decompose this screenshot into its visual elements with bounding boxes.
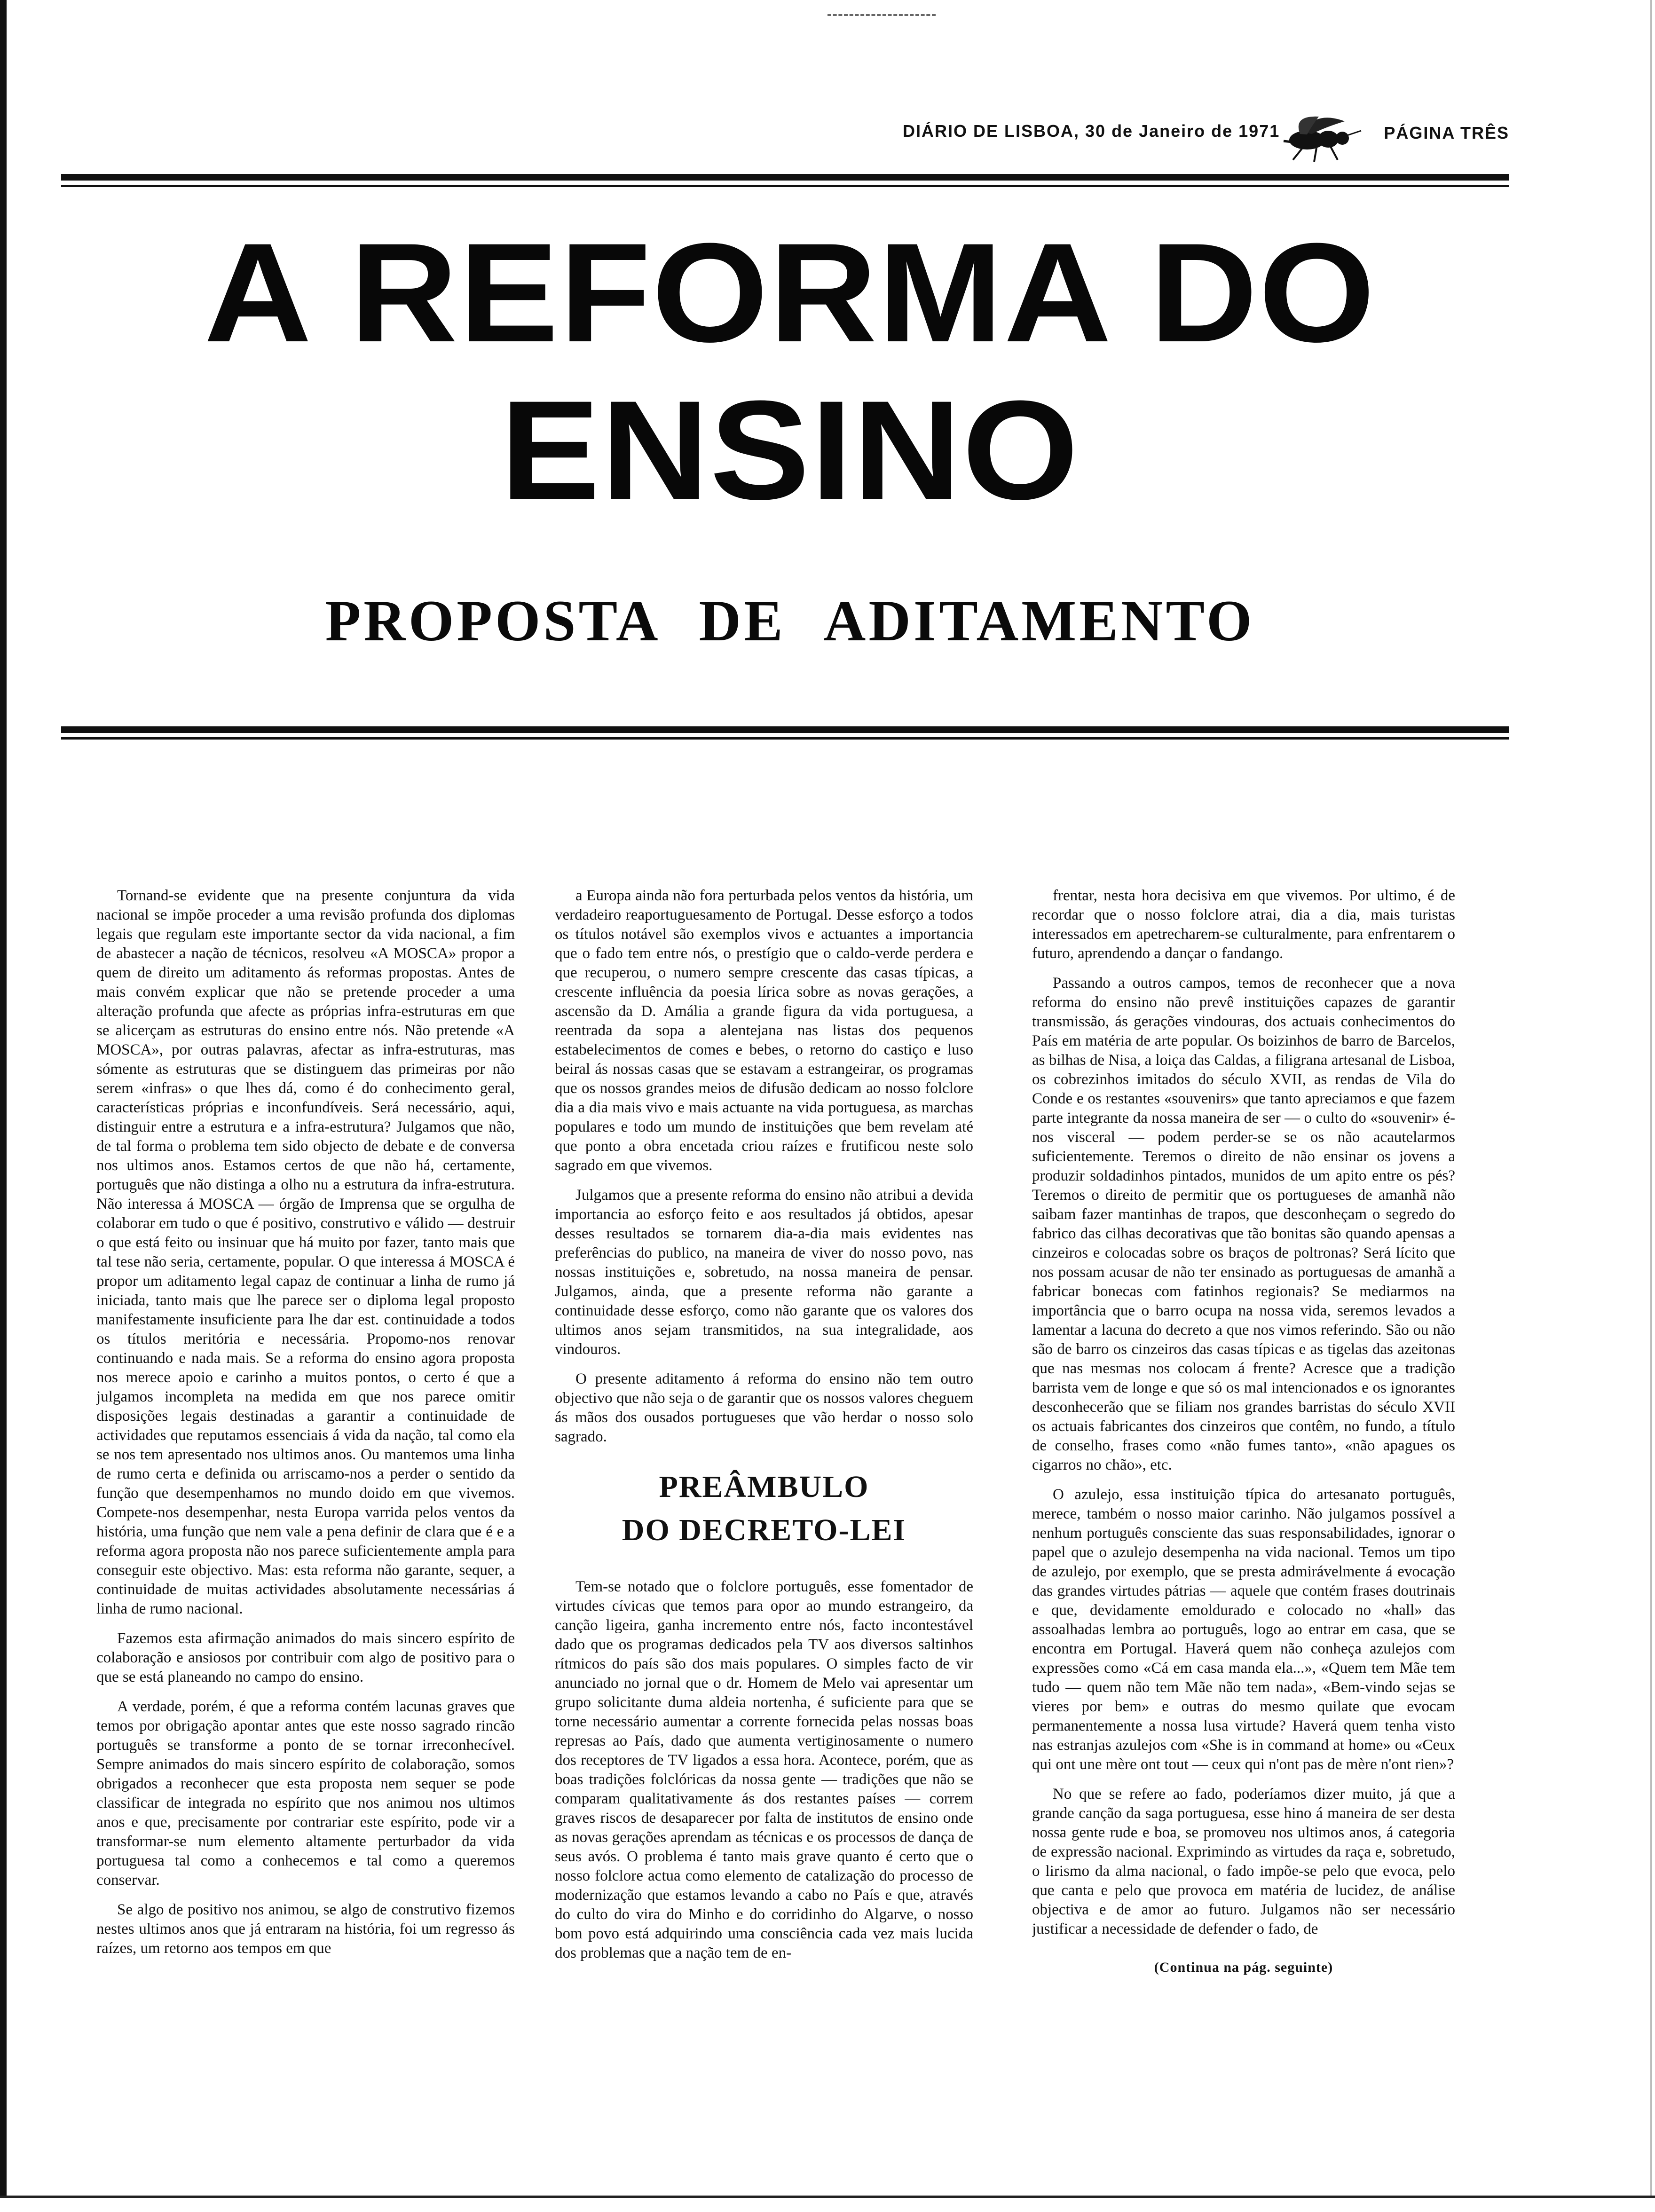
headline-line-2: ENSINO bbox=[500, 371, 1080, 529]
mid-double-rule bbox=[61, 726, 1509, 740]
paragraph: Julgamos que a presente reforma do ensino não atribui a devida importancia ao esforço feito e aos resultados já obtidos, apesar desses resultados se tornarem dia-a-dia mais evidentes nas preferências do publico, na maneira de viver do nosso povo, nas nossas instituições e, sobretudo, na nossa maneira de pensar. Julgamos, ainda, que a presente reforma não garante a continuidade desse esforço, como não garante que os valores dos ultimos anos sejam transmitidos, na sua integralidade, aos vindouros. bbox=[555, 1187, 973, 1358]
subheadline bbox=[71, 588, 1509, 654]
section-heading-line-1: PREÂMBULO bbox=[659, 1470, 869, 1504]
section-heading-line-2: DO DECRETO-LEI bbox=[622, 1513, 906, 1547]
paragraph: O azulejo, essa instituição típica do artesanato português, merece, também o nosso maior carinho. Não julgamos possível a nenhum português consciente das suas responsabilidades, ignorar o papel que o azulejo desempenha na vida nacional. Temos um tipo de azulejo, por exemplo, que se presta admirávelmente á evocação das grandes virtudes pátrias — aquele que contém frases doutrinais e que, devidamente emoldurado e colocado no «hall» das assoalhadas lembra ao português, logo ao entrar em casa, que se encontra em Portugal. Haverá quem não conheça azulejos com expressões como «Cá em casa manda ela...», «Quem tem Mãe tem tudo — quem não tem Mãe não tem nada», «Bem-vindo sejas se vieres por bem» e outras do mesmo quilate que evocam permanentemente a nossa lusa virtude? Haverá quem tenha visto nas estranjas azulejos com «She is in command at home» ou «Ceux qui ont une mère ont tout — ceux qui n'ont pas de mère n'ont rien»? bbox=[1032, 1486, 1455, 1773]
main-headline bbox=[27, 214, 1553, 529]
page-header bbox=[884, 113, 1514, 155]
section-heading bbox=[555, 1465, 973, 1552]
subhead-word-2: DE bbox=[699, 589, 786, 653]
page-edge-left bbox=[0, 0, 7, 2210]
article-column-1 bbox=[96, 886, 515, 2160]
top-double-rule bbox=[61, 174, 1509, 187]
subhead-word-3: ADITAMENTO bbox=[823, 589, 1255, 653]
paper-date: DIÁRIO DE LISBOA, 30 de Janeiro de 1971 bbox=[903, 121, 1280, 141]
scan-mark bbox=[828, 14, 936, 16]
article-column-2 bbox=[555, 886, 973, 2160]
paragraph: Tornand-se evidente que na presente conjuntura da vida nacional se impõe proceder a uma revisão profunda dos diplomas legais que regulam este importante sector da vida nacional, a fim de abastecer a nação de técnicos, resolveu «A MOSCA» propor a quem de direito um aditamento ás reformas propostas. Antes de mais convém explicar que não se pretende proceder a uma alteração profunda que afecte as próprias infra-estruturas em que se alicerçam as estruturas do ensino entre nós. Não pretende «A MOSCA», por outras palavras, afectar as infra-estruturas, mas sómente as estruturas que se distinguem das primeiras por não serem «infras» o que lhes dá, como é do conhecimento geral, características próprias e inconfundíveis. Será necessário, aqui, distinguir entre a estrutura e a infra-estrutura? Julgamos que não, de tal forma o problema tem sido objecto de debate e de conversa nos ultimos anos. Estamos certos de que não há, certamente, português que não distinga a olho nu a estrutura da infra-estrutura. Não interessa á MOSCA — órgão de Imprensa que se orgulha de colaborar em tudo o que é positivo, construtivo e válido — destruir o que está feito ou insinuar que há muito por fazer, tanto mais que tal tese não seria, certamente, popular. O que interessa á MOSCA é propor um aditamento legal capaz de continuar a linha de rumo já iniciada, tanto mais que lhe parece ser o diploma legal proposto manifestamente insuficiente para lhe dar est. continuidade a todos os títulos meritória e necessária. Propomo-nos renovar continuando e nada mais. Se a reforma do ensino agora proposta nos merece apoio e carinho a muitos pontos, o certo é que a julgamos incompleta na medida em que nos parece omitir disposições legais destinadas a garantir a continuidade de actividades que reputamos essenciais á vida da nação, tal como ela se nos tem apresentado nos ultimos anos. Ou mantemos uma linha de rumo certa e definida ou arriscamo-nos a perder o sentido da função que desempenhamos no mundo doido em que vivemos. Compete-nos desempenhar, nesta Europa varrida pelos ventos da história, uma função que nem vale a pena definir de clara que é e a reforma agora proposta não nos parece suficientemente ampla para conseguir este objectivo. Mas: esta reforma não garante, sequer, a continuidade de muitas actividades absolutamente necessárias á linha de rumo nacional. bbox=[96, 887, 515, 1617]
paragraph: Passando a outros campos, temos de reconhecer que a nova reforma do ensino não prevê instituições capazes de garantir transmissão, ás gerações vindouras, dos actuais conhecimentos do País em matéria de arte popular. Os boizinhos de barro de Barcelos, as bilhas de Nisa, a loiça das Caldas, a filigrana artesanal de Lisboa, os cobrezinhos imitados do século XVII, as rendas de Vila do Conde e os restantes «souvenirs» que tanto apreciamos e que fazem parte integrante da nossa maneira de ser — o culto do «souvenir» é-nos visceral — podem perder-se se os não acautelarmos suficientemente. Teremos o direito de não ensinar os jovens a produzir soldadinhos pintados, munidos de um apito entre os pés? Teremos o direito de permitir que os portugueses de amanhã não saibam fazer mantinhas de trapos, que desconheçam o segredo do fabrico das cilhas decorativas que tão bonitas são quando apensas a cinzeiros e colocadas sobre os braços de poltronas? Será lícito que nos possam acusar de não ter ensinado as portuguesas de amanhã a fabricar bonecas com fatinhos regionais? Se mediarmos na importância que o barro ocupa na nossa vida, seremos levados a lamentar a lacuna do decreto a que nos vimos referindo. São ou não são de barro os cinzeiros das casas típicas e as tigelas das azeitonas que nas mesmas nos colocam á frente? Acresce que a tradição barrista vem de longe e que só os mal intencionados e os ignorantes desconhecerão que se filiam nos grandes barristas do século XVII os actuais fabricantes dos cinzeiros que contêm, no fundo, a título de conselho, frases como «não fumes tanto», «não apagues os cigarros no chão», etc. bbox=[1032, 975, 1455, 1473]
subhead-word-1: PROPOSTA bbox=[325, 589, 661, 653]
paragraph: Fazemos esta afirmação animados do mais sincero espírito de colaboração e ansiosos por contribuir com algo de positivo para o que se está planeando no campo do ensino. bbox=[96, 1630, 515, 1685]
paragraph: A verdade, porém, é que a reforma contém lacunas graves que temos por obrigação apontar antes que este nosso sagrado rincão português se transforme a ponto de se tornar irreconhecível. Sempre animados do mais sincero espírito de colaboração, somos obrigados a reconhecer que esta proposta nem sequer se pode classificar de integrada no espírito que nos animou nos ultimos anos e que, precisamente por contrariar este espírito, pode vir a transformar-se num elemento altamente perturbador da vida portuguesa tal como a conhecemos e tal como a queremos conservar. bbox=[96, 1698, 515, 1889]
paragraph: No que se refere ao fado, poderíamos dizer muito, já que a grande canção da saga portuguesa, esse hino á maneira de ser desta nossa gente rude e boa, se promoveu nos ultimos anos, á categoria de expressão nacional. Exprimindo as virtudes da raça e, sobretudo, o lirismo da alma nacional, o fado impõe-se pelo que evoca, pelo que canta e pelo que provoca em matéria de lucidez, de análise objectiva e de amor ao futuro. Julgamos não ser necessário justificar a necessidade de defender o fado, de bbox=[1032, 1786, 1455, 1937]
article-column-3 bbox=[1032, 886, 1455, 2160]
headline-line-1: A REFORMA DO bbox=[204, 213, 1376, 371]
page-label: PÁGINA TRÊS bbox=[1384, 123, 1509, 142]
fly-icon bbox=[1274, 113, 1368, 165]
page-edge-right bbox=[1650, 0, 1652, 2210]
paragraph: Se algo de positivo nos animou, se algo de construtivo fizemos nestes ultimos anos que já entraram na história, foi um regresso ás raízes, um retorno aos tempos em que bbox=[96, 1901, 515, 1957]
paragraph: Tem-se notado que o folclore português, esse fomentador de virtudes cívicas que temos para opor ao mundo estrangeiro, da canção ligeira, ganha incremento entre nós, facto incontestável dado que os programas dedicados pela TV aos diversos saltinhos rítmicos do país são dos mais populares. O simples facto de vir anunciado no jornal que o dr. Homem de Melo vai apresentar um grupo solicitante duma aldeia nortenha, é suficiente para que se torne necessário aumentar a corrente fornecida pelas nossas boas represas ao País, dado que aumenta vertiginosamente o numero dos receptores de TV ligados a essa hora. Acontece, porém, que as boas tradições folclóricas da nossa gente — tradições que não se comparam qualitativamente ás dos restantes países — correm graves riscos de desaparecer por falta de institutos de ensino onde as novas gerações aprendam as técnicas e os processos de dança de seus avós. O problema é tanto mais grave quanto é certo que o nosso folclore actua como elemento de catalização do processo de modernização que estamos levando a cabo no País e que, através do culto do vira do Minho e do corridinho do Algarve, o nosso bom povo está adquirindo uma consciência cada vez mais lucida dos problemas que a nação tem de en- bbox=[555, 1578, 973, 1961]
continued-note: (Continua na pág. seguinte) bbox=[1154, 1960, 1333, 1975]
paragraph: O presente aditamento á reforma do ensino não tem outro objectivo que não seja o de garantir que os nossos valores cheguem ás mãos dos ousados portugueses que vão herdar o nosso solo sagrado. bbox=[555, 1370, 973, 1445]
paragraph: frentar, nesta hora decisiva em que vivemos. Por ultimo, é de recordar que o nosso folclore atrai, dia a dia, mais turistas interessados em apetrecharem-se culturalmente, para enfrentarem o futuro, aprendendo a dançar o fandango. bbox=[1032, 887, 1455, 962]
paragraph: a Europa ainda não fora perturbada pelos ventos da história, um verdadeiro reaportuguesamento de Portugal. Desse esforço a todos os títulos notável são exemplos vivos e actuantes a importancia que o fado tem entre nós, o prestígio que o caldo-verde perdera e que recuperou, o numero sempre crescente das casas típicas, a crescente influência da poesia lírica sobre as novas gerações, a ascensão da D. Amália a grande figura da vida portuguesa, a reentrada da sopa a alentejana nas listas dos pequenos estabelecimentos de comes e bebes, o retorno do castiço e luso beiral ás nossas casas que se estavam a estrangeirar, os programas que os nossos grandes meios de difusão dedicam ao nosso folclore dia a dia mais vivo e mais actuante na vida portuguesa, as marchas populares e todo um mundo de instituições que bem revelam até que ponto a obra encetada criou raízes e frutificou neste solo sagrado em que vivemos. bbox=[555, 887, 973, 1174]
